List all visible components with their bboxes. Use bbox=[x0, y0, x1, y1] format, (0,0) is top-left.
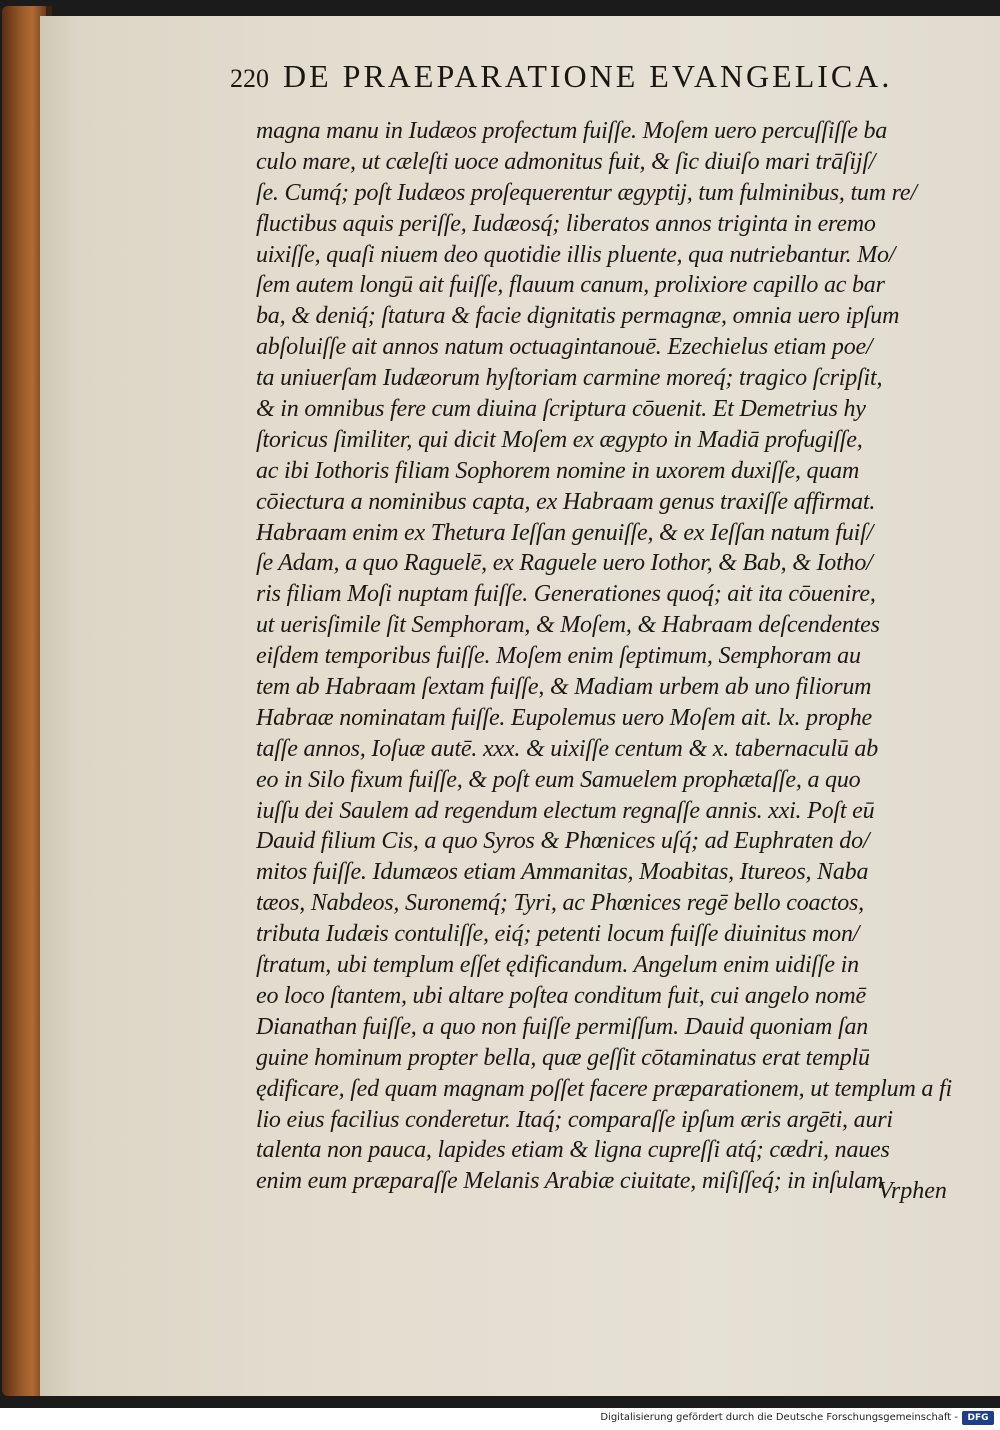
text-line: enim eum præparaſſe Melanis Arabiæ ciuitate, miſiſſeq́; in inſulam bbox=[256, 1168, 884, 1195]
text-line: Dianathan fuiſſe, a quo non fuiſſe permiſſum. Dauid quoniam ſan bbox=[256, 1013, 869, 1040]
text-line: culo mare, ut cæleſti uoce admonitus fuit, & ſic diuiſo mari trāſijſ/ bbox=[256, 148, 876, 175]
text-line: abſoluiſſe ait annos natum octuagintanouē. Ezechielus etiam poe/ bbox=[256, 334, 873, 361]
text-line: tem ab Habraam ſextam fuiſſe, & Madiam urbem ab uno filiorum bbox=[256, 674, 872, 701]
text-line: ſtratum, ubi templum eſſet ędificandum. Angelum enim uidiſſe in bbox=[256, 952, 859, 979]
text-line: magna manu in Iudæos profectum fuiſſe. Moſem uero percuſſiſſe ba bbox=[256, 118, 888, 144]
running-title: DE PRAEPARATIONE EVANGELICA. bbox=[283, 58, 893, 94]
text-line: Habraæ nominatam fuiſſe. Eupolemus uero Moſem ait. lx. prophe bbox=[256, 704, 872, 731]
text-line: fluctibus aquis periſſe, Iudæosq́; liberatos annos triginta in eremo bbox=[256, 210, 876, 237]
text-line: ut uerisſimile ſit Semphoram, & Moſem, & Habraam deſcendentes bbox=[256, 612, 880, 639]
page-header bbox=[230, 58, 970, 104]
text-line: eo loco ſtantem, ubi altare poſtea conditum fuit, cui angelo nomē bbox=[256, 982, 867, 1009]
text-line: ſem autem longū ait fuiſſe, flauum canum, prolixiore capillo ac bar bbox=[256, 272, 885, 299]
text-line: Habraam enim ex Thetura Ieſſan genuiſſe, & ex Ieſſan natum fuiſ/ bbox=[256, 519, 874, 546]
text-line: tributa Iudæis contuliſſe, eiq́; petenti locum fuiſſe diuinitus mon/ bbox=[256, 921, 860, 948]
text-line: ba, & deniq́; ſtatura & facie dignitatis permagnæ, omnia uero ipſum bbox=[256, 303, 900, 330]
text-line: ac ibi Iothoris filiam Sophorem nomine in uxorem duxiſſe, quam bbox=[256, 457, 860, 484]
text-line: talenta non pauca, lapides etiam & ligna cupreſſi atq́; cædri, naues bbox=[256, 1137, 890, 1164]
catchword: Vrphen bbox=[878, 1178, 947, 1204]
text-line: uixiſſe, quaſi niuem deo quotidie illis pluente, qua nutriebantur. Mo/ bbox=[256, 241, 896, 268]
text-line: ędificare, ſed quam magnam poſſet facere præparationem, ut templum a fi bbox=[256, 1075, 952, 1102]
page-number: 220 bbox=[230, 64, 269, 93]
text-line: cōiectura a nominibus capta, ex Habraam genus traxiſſe affirmat. bbox=[256, 488, 876, 515]
footer bbox=[0, 1408, 1000, 1430]
text-line: & in omnibus fere cum diuina ſcriptura cōuenit. Et Demetrius hy bbox=[256, 396, 866, 423]
text-line: tæos, Nabdeos, Suronemq́; Tyri, ac Phœnices regē bello coactos, bbox=[256, 890, 864, 917]
text-line: ſtoricus ſimiliter, qui dicit Moſem ex ægypto in Madiā profugiſſe, bbox=[256, 426, 863, 453]
text-line: guine hominum propter bella, quæ geſſit cōtaminatus erat templū bbox=[256, 1044, 870, 1071]
text-line: eiſdem temporibus fuiſſe. Moſem enim ſeptimum, Semphoram au bbox=[256, 643, 861, 670]
text-line: taſſe annos, Ioſuæ autē. xxx. & uixiſſe centum & x. tabernaculū ab bbox=[256, 735, 878, 762]
text-line: Dauid filium Cis, a quo Syros & Phœnices uſq́; ad Euphraten do/ bbox=[256, 828, 870, 855]
text-line: mitos fuiſſe. Idumæos etiam Ammanitas, Moabitas, Itureos, Naba bbox=[256, 859, 869, 886]
text-line: ris filiam Moſi nuptam fuiſſe. Generationes quoq́; ait ita cōuenire, bbox=[256, 581, 876, 608]
text-line: iuſſu dei Saulem ad regendum electum regnaſſe annis. xxi. Poſt eū bbox=[256, 797, 875, 824]
funding-credit: Digitalisierung gefördert durch die Deutsche Forschungsgemeinschaft - bbox=[600, 1412, 958, 1423]
text-line: ta uniuerſam Iudæorum hyſtoriam carmine moreq́; tragico ſcripſit, bbox=[256, 365, 883, 392]
dfg-logo-icon: DFG bbox=[962, 1411, 994, 1425]
text-line: ſe. Cumq́; poſt Iudæos proſequerentur ægyptij, tum fulminibus, tum re/ bbox=[256, 179, 917, 206]
body-text bbox=[256, 116, 976, 1197]
text-line: lio eius facilius conderetur. Itaq́; comparaſſe ipſum æris argēti, auri bbox=[256, 1106, 893, 1133]
text-line: eo in Silo fixum fuiſſe, & poſt eum Samuelem prophætaſſe, a quo bbox=[256, 766, 861, 793]
text-line: ſe Adam, a quo Raguelē, ex Raguele uero Iothor, & Bab, & Iotho/ bbox=[256, 550, 873, 577]
